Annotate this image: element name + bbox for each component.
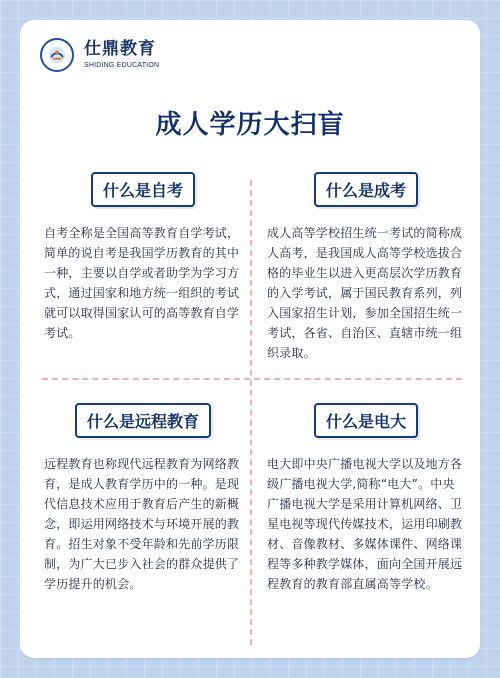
section-self-study-exam: [44, 172, 242, 343]
section-heading-wrap: [44, 172, 242, 207]
section-body: 自考全称是全国高等教育自学考试，简单的说自考是我国学历教育的其中一种，主要以自学或者助学为学习方式，通过国家和地方统一组织的考试就可以取得国家认可的高等教育自学考试。: [44, 226, 240, 340]
section-heading: 什么是电大: [314, 403, 418, 438]
horizontal-divider: [42, 378, 462, 380]
section-heading-wrap: [267, 172, 465, 207]
brand-header: [40, 38, 159, 72]
section-heading: 什么是自考: [91, 172, 195, 207]
brand-name-cn: 仕鼎教育: [84, 39, 156, 59]
brand-name-en: SHIDING EDUCATION: [84, 62, 160, 69]
brand-text: [84, 41, 159, 69]
content-card: [20, 20, 480, 658]
watermark-text: 知乎 @Whitney: [371, 628, 470, 644]
section-heading: 什么是成考: [314, 172, 418, 207]
section-adult-college-exam: [267, 172, 465, 363]
logo-icon: [40, 38, 74, 72]
section-heading-wrap: [267, 403, 465, 438]
section-heading-wrap: [44, 403, 242, 438]
section-body: 电大即中央广播电视大学以及地方各级广播电视大学,简称“电大”。中央广播电视大学是采用计算机网络、卫星电视等现代传媒技术，运用印刷教材、音像教材、多媒体课件、网络课程等多种教学媒体，面向全国开展远程教育的教育部直属高等学校。: [267, 457, 463, 591]
section-distance-education: [44, 403, 242, 594]
section-body: 远程教育也称现代远程教育为网络教育，是成人教育学历中的一种。是现代信息技术应用于教育后产生的新概念，即运用网络技术与环境开展的教育。招生对象不受年龄和先前学历限制，为广大已步入社会的群众提供了学历提升的机会。: [44, 457, 240, 591]
section-body: 成人高等学校招生统一考试的简称成人高考，是我国成人高等学校选拔合格的毕业生以进入更高层次学历教育的入学考试，属于国民教育系列，列入国家招生计划，参加全国招生统一考试，各省、自治区、直辖市统一组织录取。: [267, 226, 463, 360]
vertical-divider: [250, 180, 252, 645]
page-title: 成人学历大扫盲: [155, 110, 345, 140]
section-heading: 什么是远程教育: [75, 403, 211, 438]
section-tv-university: [267, 403, 465, 594]
